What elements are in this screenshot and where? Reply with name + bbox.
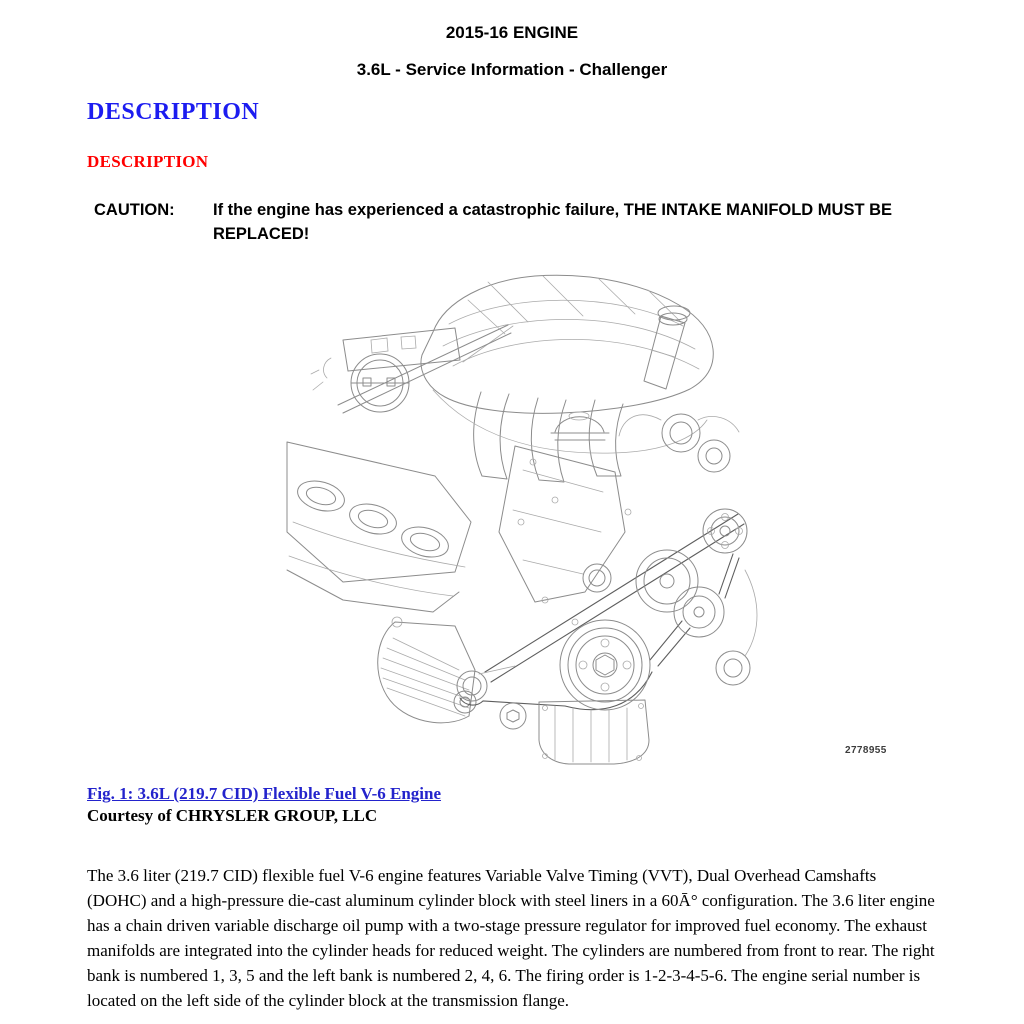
- document-subtitle: 3.6L - Service Information - Challenger: [356, 60, 668, 79]
- engine-line-drawing-svg: [283, 270, 763, 770]
- figure-1-block: [87, 268, 937, 776]
- section-heading-description: DESCRIPTION: [87, 99, 260, 125]
- caution-label: CAUTION:: [94, 201, 175, 219]
- subsection-heading-description: DESCRIPTION: [87, 152, 209, 171]
- engine-diagram: [283, 270, 763, 770]
- caution-block: [94, 198, 940, 246]
- figure-caption-link[interactable]: Fig. 1: 3.6L (219.7 CID) Flexible Fuel V-6 Engine: [87, 784, 442, 803]
- description-paragraph: The 3.6 liter (219.7 CID) flexible fuel V-6 engine features Variable Valve Timing (VVT), Dual Overhead Camshafts (DOHC) and a high-pressure die-cast aluminum cylinder block with steel liners in a 60Ā° configuration. The 3.6 liter engine has a chain driven variable discharge oil pump with a two-stage pressure regulator for improved fuel economy. The exhaust manifolds are integrated into the cylinder heads for reduced weight. The cylinders are numbered from front to rear. The right bank is numbered 1, 3, 5 and the left bank is numbered 2, 4, 6. The firing order is 1-2-3-4-5-6. The engine serial number is located on the left side of the cylinder block at the transmission flange.: [87, 866, 935, 1010]
- figure-drawing-number: 2778955: [845, 745, 887, 756]
- caution-text: If the engine has experienced a catastrophic failure, THE INTAKE MANIFOLD MUST BE REPLACED!: [213, 201, 893, 243]
- figure-credit: Courtesy of CHRYSLER GROUP, LLC: [87, 806, 378, 825]
- document-title: 2015-16 ENGINE: [445, 23, 579, 42]
